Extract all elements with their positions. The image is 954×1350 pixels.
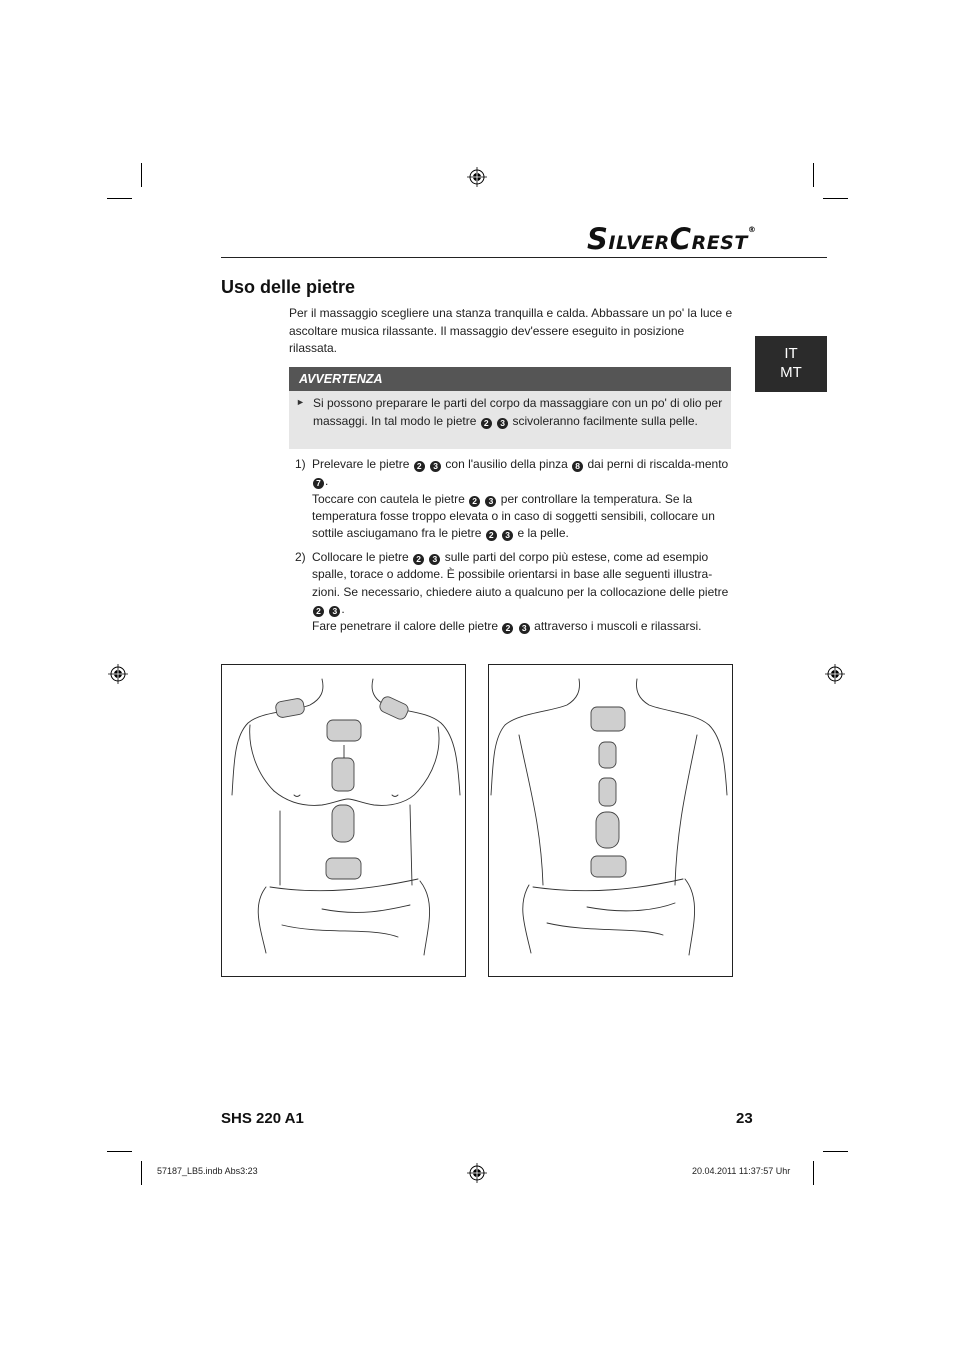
brand-logo: SILVERCREST® xyxy=(587,222,757,256)
stone-badge: 3 xyxy=(429,554,440,565)
page-number: 23 xyxy=(736,1110,753,1127)
stone-badge: 3 xyxy=(502,530,513,541)
footer-model: SHS 220 A1 xyxy=(221,1110,304,1127)
step-2-paragraph: Collocare le pietre 2 3 sulle parti del corpo più estese, come ad esempio spalle, torace o addome. È possibile orientarsi in base alle seguenti illustra-zioni. Se necessario, chiedere aiuto a qualcuno per la collocazione delle pietre 2 3 . xyxy=(312,550,729,616)
step-number: 2) xyxy=(295,550,306,564)
stone-badge: 3 xyxy=(497,418,508,429)
stone-badge: 2 xyxy=(413,554,424,565)
registration-mark-icon xyxy=(467,1163,487,1183)
step-2-text xyxy=(312,549,730,635)
warning-text: Si possono preparare le parti del corpo da massaggiare con un po' di olio per massaggi. In tal modo le pietre 2 3 scivoleranno facilmente sulla pelle. xyxy=(313,396,723,428)
stone-badge: 2 xyxy=(313,606,324,617)
step-2-paragraph: Fare penetrare il calore delle pietre 2 3 attraverso i muscoli e rilassarsi. xyxy=(312,619,702,634)
crop-mark xyxy=(813,163,814,187)
bullet-arrow-icon: ► xyxy=(296,397,305,407)
step-1-paragraph: Prelevare le pietre 2 3 con l'ausilio della pinza 8 dai perni di riscalda-mento 7 . xyxy=(312,457,729,489)
step-1-text xyxy=(312,456,730,542)
crop-mark xyxy=(823,1151,848,1152)
language-tab xyxy=(755,336,827,392)
stone-badge: 3 xyxy=(519,623,530,634)
crop-mark xyxy=(823,198,848,199)
stone-badge: 3 xyxy=(485,496,496,507)
stone-badge: 3 xyxy=(329,606,340,617)
back-body-illustration xyxy=(489,665,732,976)
section-title: Uso delle pietre xyxy=(221,277,356,297)
illustration-back-panel xyxy=(488,664,733,977)
tongs-badge: 8 xyxy=(572,461,583,472)
stone-badge: 2 xyxy=(469,496,480,507)
print-slug-left: 57187_LB5.indb Abs3:23 xyxy=(157,1166,258,1176)
intro-paragraph: Per il massaggio scegliere una stanza tranquilla e calda. Abbassare un po' la luce e ascoltare musica rilassante. Il massaggio dev'essere eseguito in posizione rilassata. xyxy=(289,306,733,355)
illustration-front-panel xyxy=(221,664,466,977)
language-code-mt: MT xyxy=(780,364,802,381)
stone-badge: 2 xyxy=(486,530,497,541)
stone-badge: 2 xyxy=(502,623,513,634)
registration-mark-icon xyxy=(108,664,128,684)
front-body-illustration xyxy=(222,665,465,976)
stone-badge: 2 xyxy=(414,461,425,472)
print-slug-right: 20.04.2011 11:37:57 Uhr xyxy=(692,1166,791,1176)
language-code-it: IT xyxy=(784,345,798,362)
crop-mark xyxy=(107,198,132,199)
crop-mark xyxy=(141,1161,142,1185)
warning-heading: AVVERTENZA xyxy=(289,367,731,391)
crop-mark xyxy=(141,163,142,187)
header-rule xyxy=(221,257,827,258)
stone-badge: 3 xyxy=(430,461,441,472)
registration-mark-icon xyxy=(825,664,845,684)
stone-badge: 2 xyxy=(481,418,492,429)
registration-mark-icon xyxy=(467,167,487,187)
crop-mark xyxy=(107,1151,132,1152)
heater-badge: 7 xyxy=(313,478,324,489)
crop-mark xyxy=(813,1161,814,1185)
step-1-paragraph: Toccare con cautela le pietre 2 3 per controllare la temperatura. Se la temperatura fosse troppo elevata o in caso di soggetti sensibili, collocare un sottile asciugamano fra le pietre 2 3 e la pelle. xyxy=(312,491,715,541)
step-number: 1) xyxy=(295,457,306,471)
